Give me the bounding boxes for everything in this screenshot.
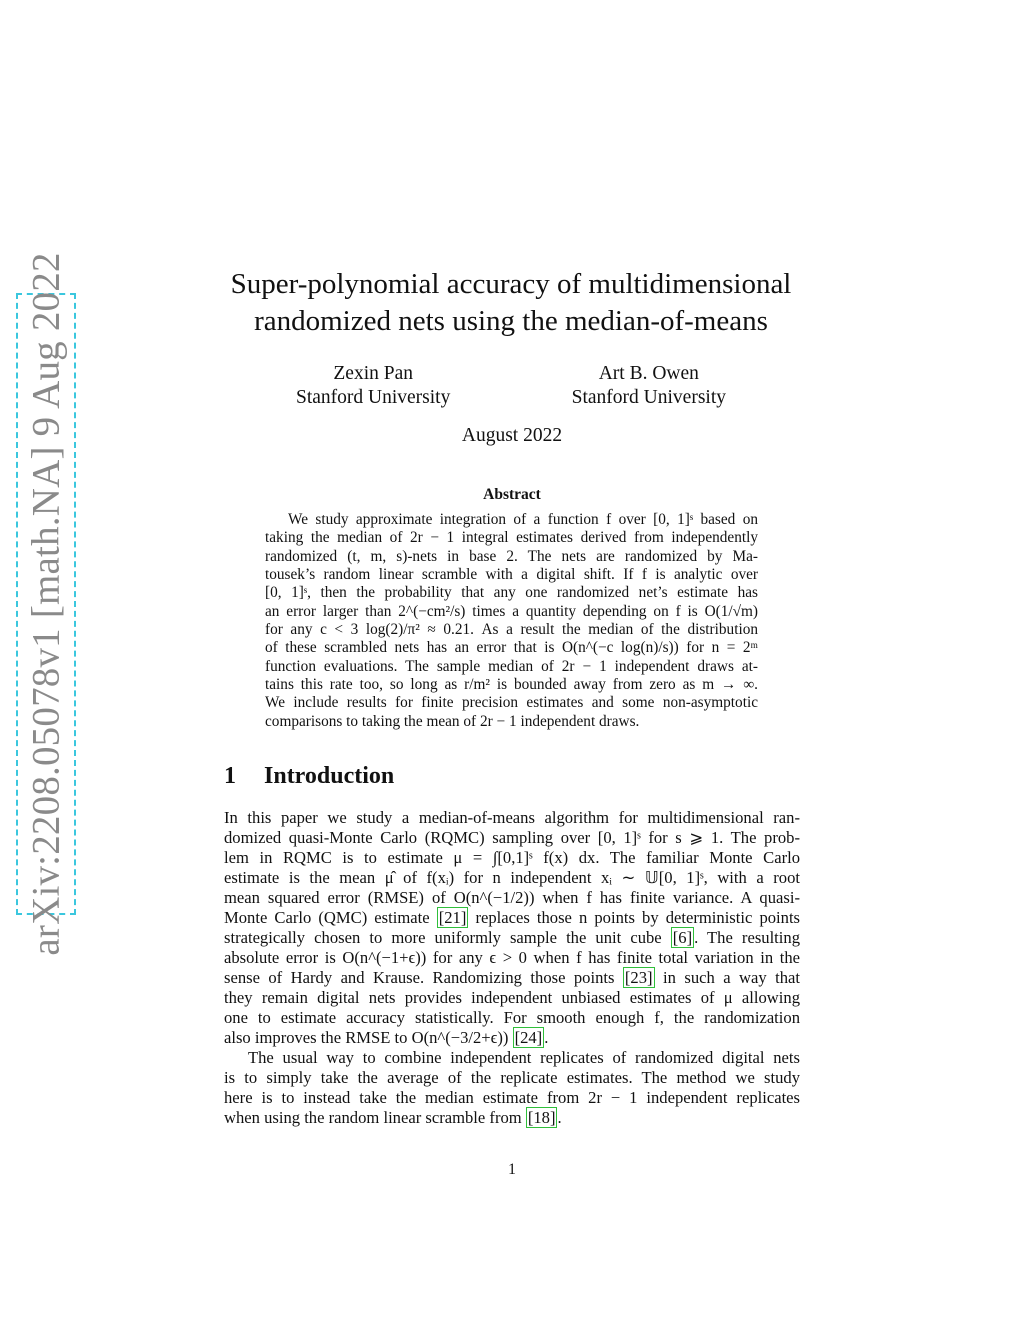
title-line: randomized nets using the median-of-means [254, 305, 768, 337]
body-text-segment: . The resulting [694, 928, 801, 947]
body-line [224, 1048, 800, 1068]
body-text-segment: when using the random linear scramble from [224, 1108, 526, 1127]
paper-date: August 2022 [461, 425, 563, 446]
body-line [224, 868, 800, 888]
body-line [224, 1088, 800, 1108]
abstract-body [265, 511, 758, 731]
body-line [224, 1028, 800, 1048]
body-line [224, 908, 800, 928]
body-text-segment: in such a way that [654, 968, 800, 987]
body-line [224, 968, 800, 988]
body-text-segment: replaces those n points by deterministic points [468, 908, 801, 927]
body-text-segment: estimate is the mean μ̂ of f(xᵢ) for n independent xᵢ ∼ 𝕌[0, 1]ˢ, with a root [224, 868, 800, 887]
body-text-segment: sense of Hardy and Krause. Randomizing those points [224, 968, 623, 987]
author-name: Art B. Owen [598, 363, 699, 384]
abstract-line: function evaluations. The sample median of 2r − 1 independent draws at- [265, 657, 758, 675]
citation-link[interactable]: [6] [672, 928, 693, 947]
citation-link[interactable]: [21] [438, 908, 467, 927]
body-line [224, 1008, 800, 1028]
abstract-heading: Abstract [483, 486, 541, 503]
body-text-segment: strategically chosen to more uniformly sample the unit cube [224, 928, 671, 947]
abstract-line: [0, 1]ˢ, then the probability that any one randomized net’s estimate has [265, 584, 758, 602]
body-text-segment: they remain digital nets provides independent unbiased estimates of μ allowing [224, 988, 800, 1007]
arxiv-stamp[interactable] [16, 252, 76, 956]
author-block [296, 362, 726, 410]
abstract-line: for any c < 3 log(2)/π² ≈ 0.21. As a result the median of the distribution [265, 621, 758, 639]
body-text-segment: domized quasi-Monte Carlo (RQMC) sampling over [0, 1]ˢ for s ⩾ 1. The prob- [224, 828, 800, 847]
citation-link[interactable]: [23] [624, 968, 653, 987]
body-text-segment: . [544, 1028, 549, 1047]
author [296, 362, 450, 410]
abstract-line: comparisons to taking the mean of 2r − 1 independent draws. [265, 712, 640, 730]
author [572, 362, 726, 410]
body-line [224, 988, 800, 1008]
body-text-segment: lem in RQMC is to estimate μ = ∫[0,1]ˢ f(x) dx. The familiar Monte Carlo [224, 848, 800, 867]
body-line [224, 828, 800, 848]
paper-title [200, 266, 822, 340]
introduction-text [224, 808, 800, 1128]
body-text-segment: also improves the RMSE to O(n^(−3/2+ϵ)) [224, 1028, 513, 1047]
body-text-segment: . [557, 1108, 562, 1127]
abstract-line: taking the median of 2r − 1 integral estimates derived from independently [265, 529, 758, 547]
body-text-segment: is to simply take the average of the replicate estimates. The method we study [224, 1068, 800, 1087]
citation-link[interactable]: [18] [527, 1108, 556, 1127]
abstract-line: randomized (t, m, s)-nets in base 2. The nets are randomized by Ma- [265, 547, 758, 565]
body-line [224, 888, 800, 908]
body-line [224, 928, 800, 948]
body-line [224, 808, 800, 828]
author-affiliation: Stanford University [296, 387, 451, 408]
abstract-line: of these scrambled nets has an error that is O(n^(−c log(n)/s)) for n = 2ᵐ [265, 639, 758, 657]
section-number: 1 [224, 763, 236, 789]
page-number: 1 [508, 1161, 516, 1178]
body-text-segment: In this paper we study a median-of-means algorithm for multidimensional ran- [224, 808, 800, 827]
section-title: Introduction [264, 763, 395, 789]
body-text-segment: The usual way to combine independent replicates of randomized digital nets [248, 1048, 800, 1067]
section-heading [224, 763, 394, 790]
body-line [224, 1068, 800, 1088]
abstract-line: We study approximate integration of a function f over [0, 1]ˢ based on [288, 511, 758, 528]
abstract-line: tains this rate too, so long as r/m² is bounded away from zero as m → ∞. [265, 676, 758, 694]
abstract-line: an error larger than 2^(−cm²/s) times a quantity depending on f is O(1/√m) [265, 602, 758, 620]
citation-link[interactable]: [24] [514, 1028, 543, 1047]
author-affiliation: Stanford University [571, 387, 726, 408]
abstract-line: We include results for finite precision estimates and some non-asymptotic [265, 694, 758, 712]
body-text-segment: mean squared error (RMSE) of O(n^(−1/2)) when f has finite variance. A quasi- [224, 888, 800, 907]
body-line [224, 948, 800, 968]
author-name: Zexin Pan [333, 363, 413, 384]
body-text-segment: Monte Carlo (QMC) estimate [224, 908, 437, 927]
body-line [224, 848, 800, 868]
body-text-segment: here is to instead take the median estimate from 2r − 1 independent replicates [224, 1088, 800, 1107]
arxiv-stamp-text: arXiv:2208.05078v1 [math.NA] 9 Aug 2022 [24, 252, 68, 956]
body-line [224, 1108, 800, 1128]
body-text-segment: absolute error is O(n^(−1+ϵ)) for any ϵ > 0 when f has finite total variation in the [224, 948, 800, 967]
abstract-line: tousek’s random linear scramble with a digital shift. If f is analytic over [265, 566, 758, 584]
body-text-segment: one to estimate accuracy statistically. For smooth enough f, the randomization [224, 1008, 800, 1027]
title-line: Super-polynomial accuracy of multidimensional [230, 268, 792, 300]
